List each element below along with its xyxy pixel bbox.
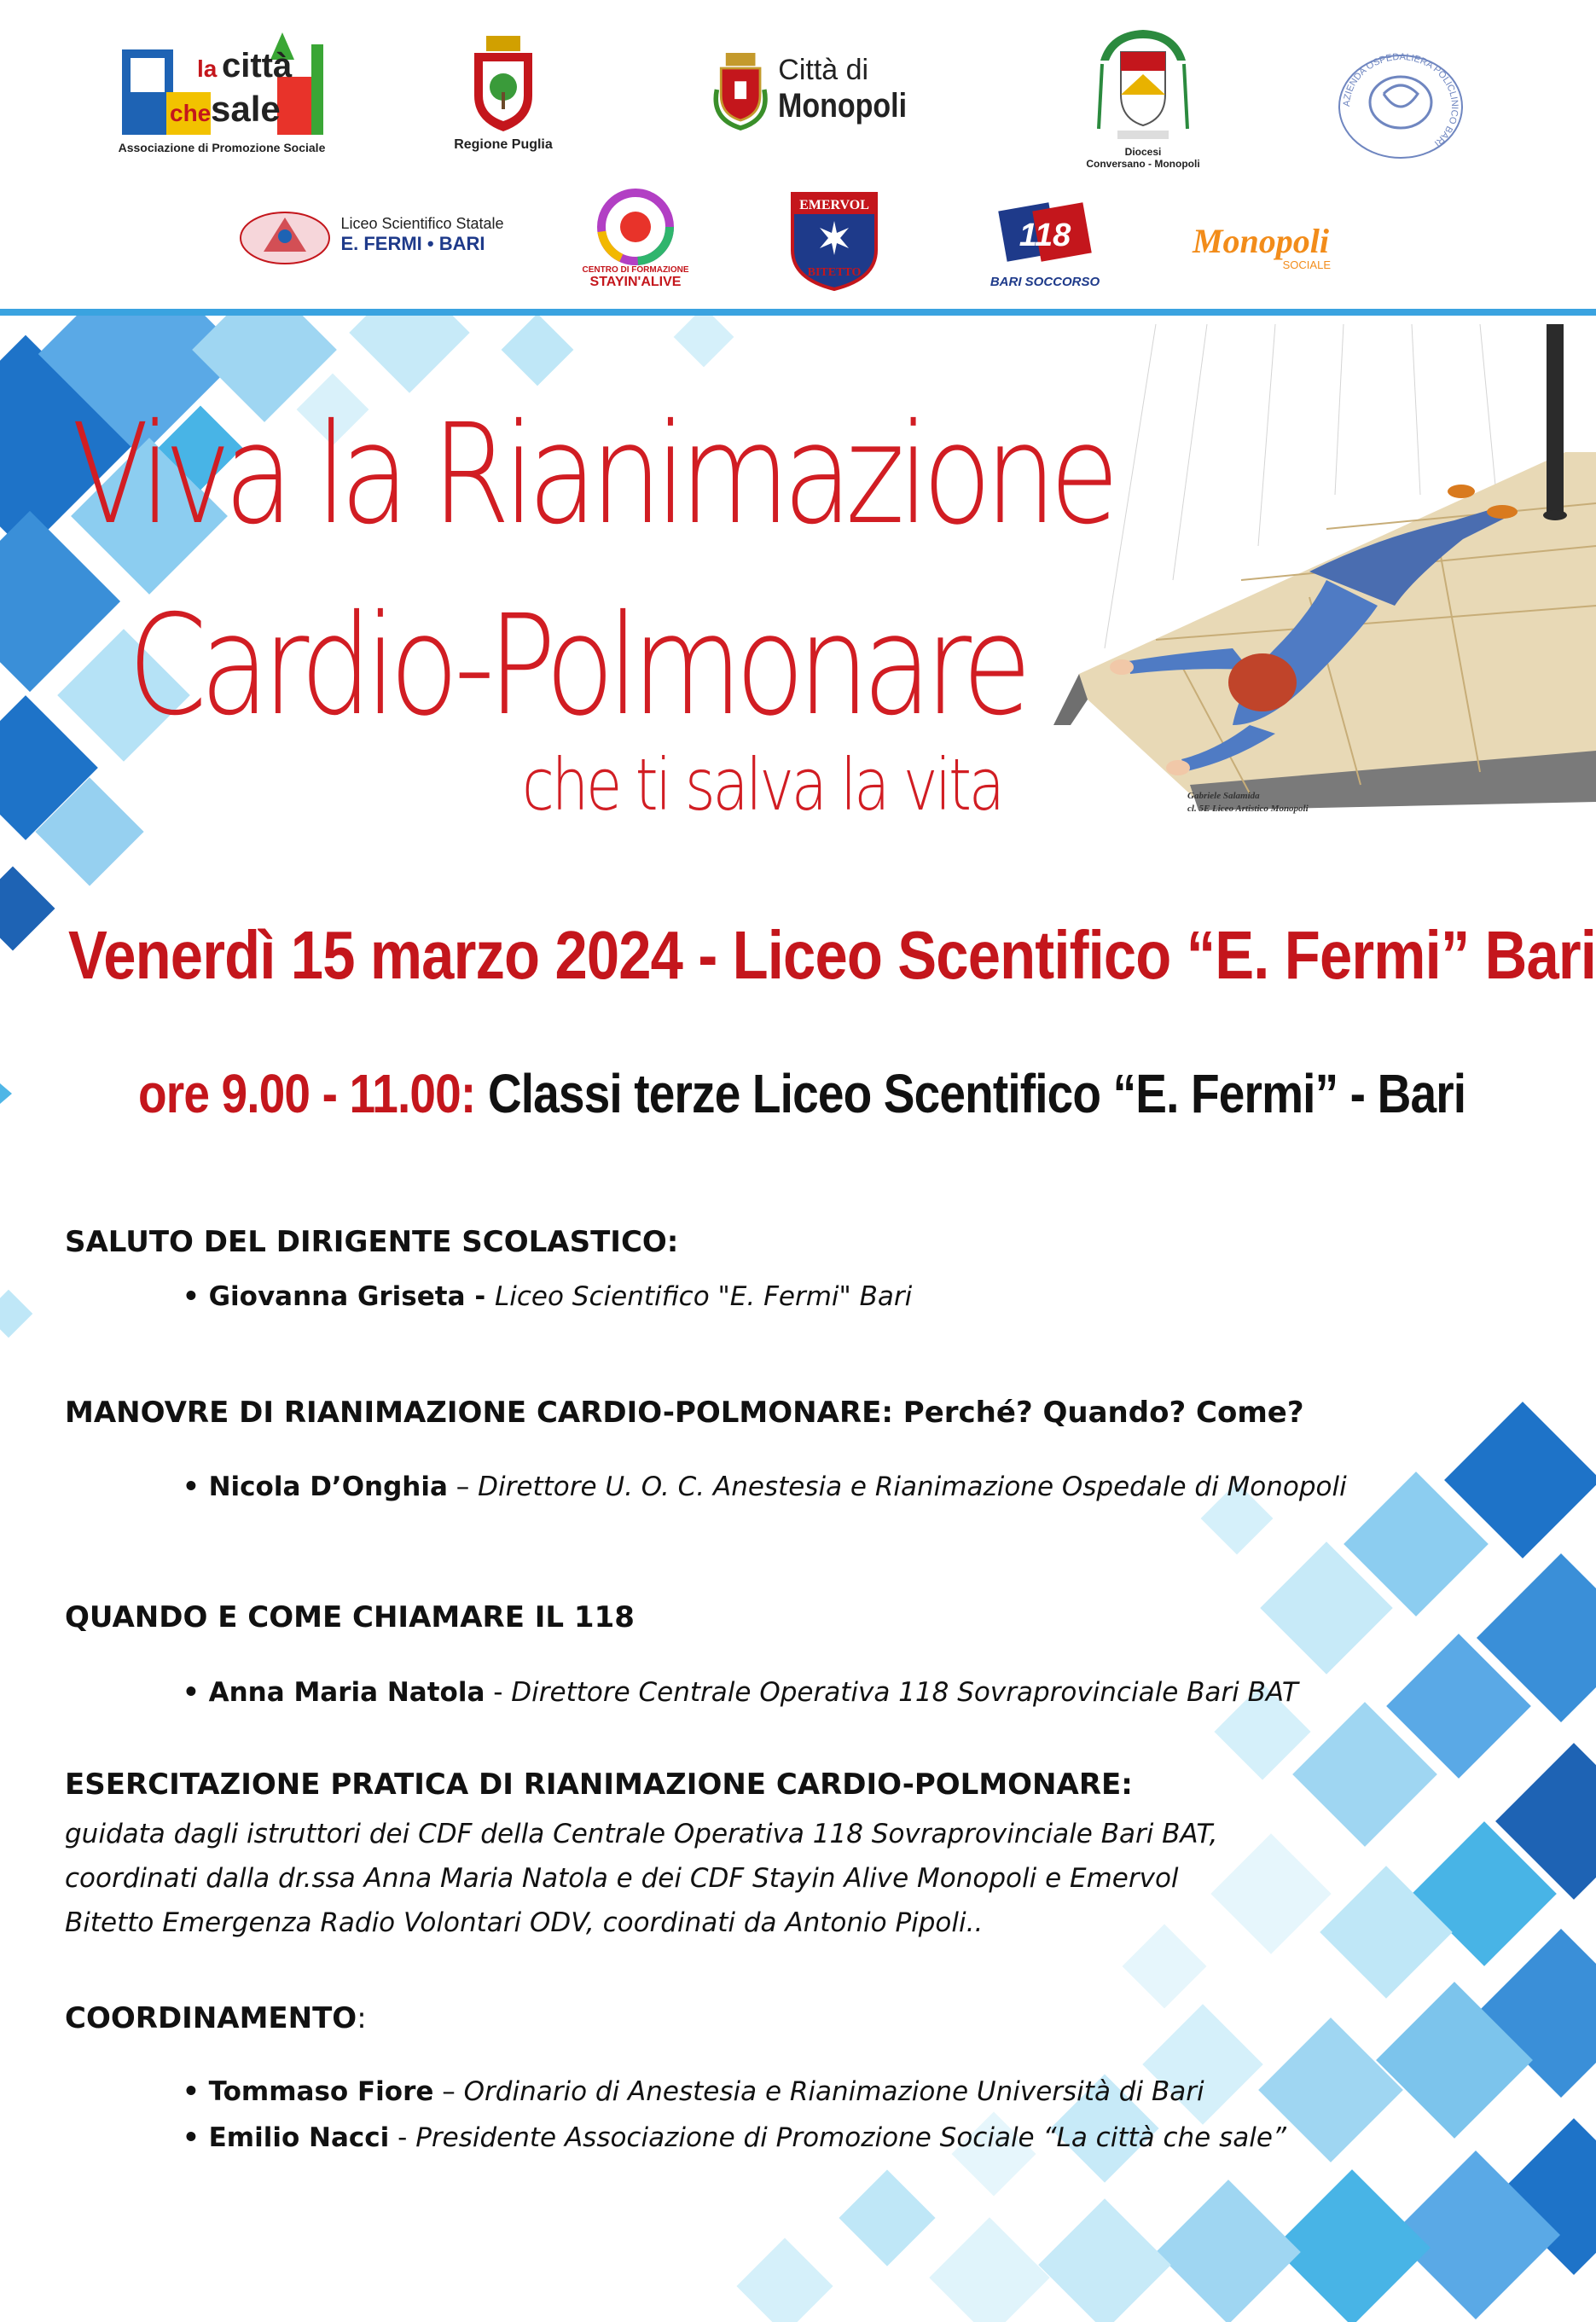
stayin-alive-emblem-icon: [593, 189, 678, 265]
citta-che-sale-citta: città: [222, 46, 293, 84]
logo-emervol-bitetto: [785, 188, 883, 294]
118-caption: BARI SOCCORSO: [990, 274, 1100, 289]
coordinamento-label: COORDINAMENTO: [65, 2001, 357, 2035]
speaker-separator: –: [447, 1472, 479, 1502]
speaker-name: • Giovanna Griseta -: [183, 1281, 495, 1312]
esercitazione-line3: Bitetto Emergenza Radio Volontari ODV, coordinati da Antonio Pipoli..: [65, 1907, 984, 1938]
section-coordinamento-heading: [65, 2001, 367, 2035]
person-separator: –: [433, 2076, 464, 2107]
section-118-speaker: [183, 1677, 1298, 1708]
title-subtitle: che ti salva la vita: [522, 743, 1002, 827]
diocesi-caption2: Conversano - Monopoli: [1086, 158, 1200, 170]
coordinamento-person-2: [183, 2122, 1286, 2153]
emervol-bottom-text: BITETTO: [807, 265, 861, 279]
person-role: Ordinario di Anestesia e Rianimazione Università di Bari: [463, 2076, 1204, 2107]
speaker-name: • Nicola D’Onghia: [183, 1472, 448, 1502]
section-manovre-heading: MANOVRE DI RIANIMAZIONE CARDIO-POLMONARE: Perché? Quando? Come?: [65, 1396, 1304, 1430]
event-time: ore 9.00 - 11.00:: [138, 1063, 476, 1124]
118-badge-icon: [985, 189, 1105, 275]
speaker-role: Liceo Scientifico "E. Fermi" Bari: [494, 1281, 913, 1312]
logo-regione-puglia: [444, 30, 563, 158]
liceo-fermi-line1: Liceo Scientifico Statale: [340, 214, 504, 232]
section-esercitazione-heading: ESERCITAZIONE PRATICA DI RIANIMAZIONE CARDIO-POLMONARE:: [65, 1768, 1133, 1802]
logo-citta-che-sale: [115, 21, 328, 158]
citta-che-sale-sale: sale: [211, 88, 281, 129]
sponsor-logos-header: [0, 0, 1596, 307]
section-saluto-speaker: [183, 1281, 912, 1312]
logo-diocesi: [1079, 17, 1207, 179]
monopoli-line2: Monopoli: [778, 87, 908, 125]
speaker-separator: -: [485, 1677, 512, 1708]
header-divider: [0, 309, 1596, 316]
stayin-alive-line1: CENTRO DI FORMAZIONE: [582, 264, 689, 275]
logo-citta-di-monopoli: [708, 26, 930, 154]
coordinamento-person-1: [183, 2076, 1204, 2107]
emervol-badge-icon: [787, 190, 881, 293]
citta-che-sale-caption: Associazione di Promozione Sociale: [118, 140, 326, 154]
monopoli-sociale-name: Monopoli: [1192, 221, 1330, 260]
credit-name: Gabriele Salamida: [1187, 791, 1260, 801]
stayin-alive-line2: STAYIN'ALIVE: [589, 274, 682, 289]
policlinico-seal-icon: [1324, 51, 1477, 162]
monopoli-sociale-tag: SOCIALE: [1282, 258, 1331, 271]
citta-che-sale-che: che: [170, 99, 212, 126]
liceo-fermi-line2: E. FERMI • BARI: [340, 232, 485, 254]
policlinico-ring-text: AZIENDA OSPEDALIERA POLICLINICO BARI: [1341, 51, 1460, 148]
diocesi-caption1: Diocesi: [1124, 146, 1162, 158]
person-name: • Tommaso Fiore: [183, 2076, 434, 2107]
event-time-line: [138, 1063, 1466, 1124]
logo-policlinico-bari: [1324, 51, 1477, 162]
regione-puglia-shield-icon: [469, 36, 537, 134]
title-line1: Viva la Rianimazione: [72, 395, 1112, 555]
logo-monopoli-sociale: [1175, 213, 1346, 282]
credit-class: cl. 5E Liceo Artistico Monopoli: [1187, 803, 1309, 814]
logo-118-bari-soccorso: [985, 183, 1105, 294]
monopoli-line1: Città di: [778, 54, 869, 86]
person-name: • Emilio Nacci: [183, 2122, 390, 2153]
person-separator: -: [389, 2122, 416, 2153]
section-manovre-speaker: [183, 1472, 1347, 1502]
118-number: 118: [1019, 217, 1071, 253]
esercitazione-line1: guidata dagli istruttori dei CDF della Centrale Operativa 118 Sovraprovinciale Bari BAT,: [65, 1819, 1218, 1849]
coordinamento-colon: :: [357, 2001, 367, 2035]
citta-che-sale-la: la: [197, 55, 218, 82]
event-date-place: Venerdì 15 marzo 2024 - Liceo Scentifico “E. Fermi” Bari: [68, 917, 1596, 993]
esercitazione-line2: coordinati dalla dr.ssa Anna Maria Natola e dei CDF Stayin Alive Monopoli e Emervol: [65, 1863, 1179, 1894]
logo-stayin-alive: [580, 183, 691, 294]
speaker-role: Direttore U. O. C. Anestesia e Rianimazione Ospedale di Monopoli: [478, 1472, 1347, 1502]
title-line2: Cardio-Polmonare: [128, 586, 1025, 746]
citta-che-sale-emblem: [115, 26, 328, 141]
person-role: Presidente Associazione di Promozione Sociale “La città che sale”: [415, 2122, 1286, 2153]
event-time-description: Classi terze Liceo Scentifico “E. Fermi” - Bari: [475, 1063, 1466, 1124]
illustration-collapsed-person: [1053, 324, 1596, 836]
section-118-heading: QUANDO E COME CHIAMARE IL 118: [65, 1600, 635, 1634]
monopoli-coat-of-arms-icon: [708, 30, 773, 149]
svg-text:AZIENDA OSPEDALIERA POLICLINIC: [1342, 52, 1460, 148]
section-esercitazione-text: [65, 1812, 1218, 1945]
illustration-credit: [1187, 790, 1309, 816]
section-saluto-heading: SALUTO DEL DIRIGENTE SCOLASTICO:: [65, 1225, 679, 1259]
speaker-name: • Anna Maria Natola: [183, 1677, 485, 1708]
liceo-fermi-emblem-icon: [238, 200, 332, 269]
speaker-role: Direttore Centrale Operativa 118 Sovraprovinciale Bari BAT: [511, 1677, 1298, 1708]
regione-puglia-caption: Regione Puglia: [454, 136, 553, 152]
diocesi-coat-of-arms-icon: [1092, 26, 1194, 146]
logo-liceo-fermi: [230, 196, 512, 273]
emervol-top-text: EMERVOL: [798, 197, 869, 212]
